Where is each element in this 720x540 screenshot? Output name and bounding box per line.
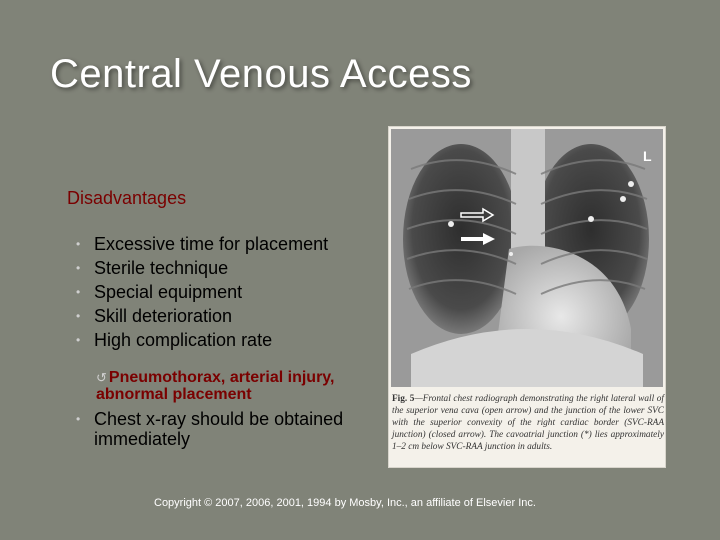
bullet-text: Sterile technique bbox=[94, 258, 229, 278]
figure-caption-text: —Frontal chest radiograph demonstrating the right lateral wall of the superior vena cava (open arrow) and the junction of the lower SVC with the superior convexity of the right cardiac border (SVC-RAA junction) (closed arrow). The cavoatrial junction (*) lies approximately 1–2 cm below SVC-RAA junction in adults. bbox=[392, 394, 664, 452]
figure-label: Fig. 5 bbox=[392, 394, 415, 404]
bullet-list-continued bbox=[74, 409, 364, 449]
bullet-list bbox=[74, 234, 364, 354]
sub-bullet bbox=[96, 369, 356, 403]
bullet-text: Chest x-ray should be obtained immediately bbox=[94, 409, 344, 449]
bullet-icon: • bbox=[76, 309, 81, 323]
bullet-icon: • bbox=[76, 333, 81, 347]
bullet-text: High complication rate bbox=[94, 330, 273, 350]
copyright-notice: Copyright © 2007, 2006, 2001, 1994 by Mosby, Inc., an affiliate of Elsevier Inc. bbox=[154, 497, 536, 509]
bullet-icon: • bbox=[76, 261, 81, 275]
bullet-item bbox=[74, 409, 364, 449]
section-subtitle: Disadvantages bbox=[67, 188, 187, 208]
bullet-item bbox=[74, 258, 364, 278]
xray-side-marker: L bbox=[643, 148, 652, 164]
bullet-icon: • bbox=[76, 285, 81, 299]
slide-title: Central Venous Access bbox=[50, 52, 472, 96]
figure-caption bbox=[392, 393, 664, 453]
bullet-icon: • bbox=[76, 412, 81, 426]
sub-bullet-text: Pneumothorax, arterial injury, abnormal placement bbox=[96, 369, 335, 403]
bullet-text: Excessive time for placement bbox=[94, 234, 329, 254]
chest-xray-image bbox=[391, 129, 663, 387]
bullet-item bbox=[74, 234, 364, 254]
bullet-item bbox=[74, 330, 364, 350]
xray-figure bbox=[388, 126, 666, 468]
bullet-item bbox=[74, 306, 364, 326]
bullet-text: Special equipment bbox=[94, 282, 243, 302]
bullet-item bbox=[74, 282, 364, 302]
bullet-icon: • bbox=[76, 237, 81, 251]
sub-bullet-icon: ↺ bbox=[96, 370, 107, 385]
bullet-text: Skill deterioration bbox=[94, 306, 233, 326]
